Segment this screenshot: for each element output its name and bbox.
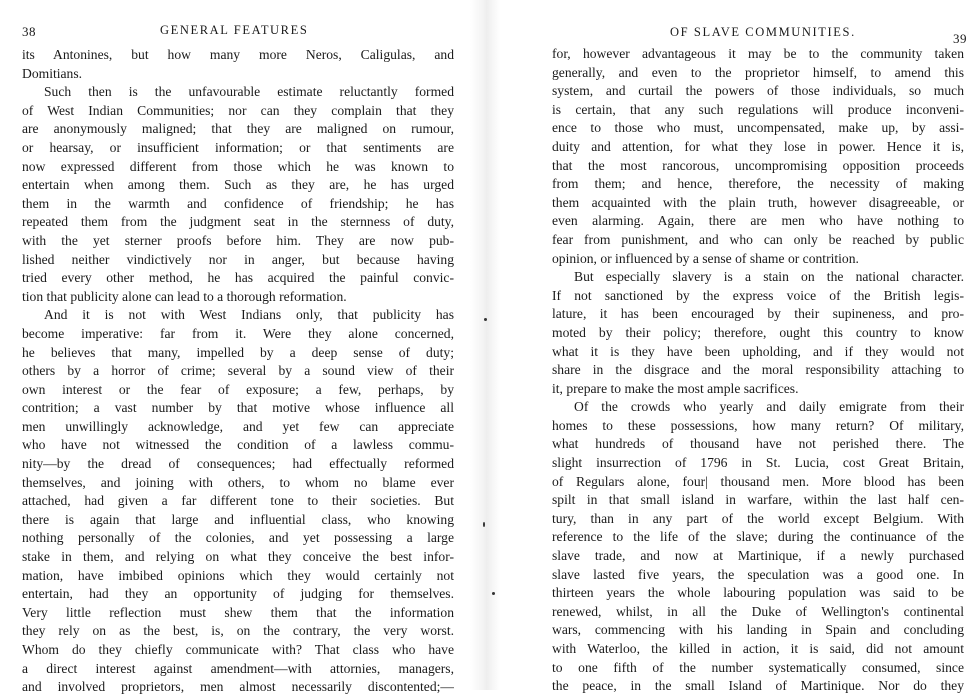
text-line: Whom do they chiefly communicate with? That class who have xyxy=(22,642,454,657)
text-line: mation, have imbibed opinions which they would certainly not xyxy=(22,567,454,583)
right-page xyxy=(500,0,980,694)
text-line: moted by their policy; therefore, ought this country to know xyxy=(552,324,964,340)
text-line: even alarming. Again, there are men who have nothing to xyxy=(552,213,964,229)
text-line: nity—by the dread of consequences; had effectually reformed xyxy=(22,456,454,472)
print-speck xyxy=(483,522,485,527)
text-line: who have not witnessed the condition of a lawless commu- xyxy=(22,437,454,453)
text-line: renewed, whilst, in all the Duke of Wellington's continental xyxy=(552,603,964,619)
text-line: of Regulars alone, four| thousand men. More blood has been xyxy=(552,473,964,489)
text-line: Very little reflection must shew them that the information xyxy=(22,604,454,620)
text-line: Domitians. xyxy=(22,65,83,81)
text-line: opinion, or influenced by a sense of shame or contrition. xyxy=(552,250,859,266)
text-line: But especially slavery is a stain on the national character. xyxy=(574,269,964,285)
text-line: is certain, that any such regulations will produce inconveni- xyxy=(552,101,964,117)
text-line: tried every other method, he has acquired the painful convic- xyxy=(22,270,454,286)
text-line: them in the warmth and confidence of friendship; he has xyxy=(22,195,454,211)
print-speck xyxy=(484,318,487,321)
text-line: and involved proprietors, men almost necessarily discontented;— xyxy=(22,679,454,695)
text-line: thirteen years the whole labouring population was said to be xyxy=(552,585,964,601)
left-page-header xyxy=(0,0,470,46)
text-line: ence to those who must, uncompensated, make up, by assi- xyxy=(552,120,964,136)
left-page-body xyxy=(22,46,454,697)
text-line: slave lasted five years, the speculation was a good one. In xyxy=(552,566,964,582)
text-line: from them; and hence, therefore, the necessity of making xyxy=(552,176,964,192)
text-line: of West Indian Communities; nor can they complain that they xyxy=(22,102,454,118)
text-line: stake in them, and relying on what they conceive the best infor- xyxy=(22,549,454,565)
text-line: for, however advantageous it may be to the community taken xyxy=(552,46,964,61)
text-line: slave trade, and now at Martinique, if a newly purchased xyxy=(552,548,964,564)
text-line: contrition; a vast number by that motive whose influence all xyxy=(22,400,454,416)
text-line: fear from punishment, and who can only be reached by public xyxy=(552,231,964,247)
text-line: repeated them from the judgment seat in the sternness of duty, xyxy=(22,214,454,230)
text-line: And it is not with West Indians only, that publicity has xyxy=(44,307,454,323)
text-line: are anonymously maligned; that they are maligned on rumour, xyxy=(22,121,454,137)
text-line: duity and attention, for what they lose in power. Hence it is, xyxy=(552,138,964,154)
left-page-number: 38 xyxy=(22,24,36,39)
text-line: own interest or the fear of exposure; a few, perhaps, by xyxy=(22,381,454,397)
text-line: men unwillingly acknowledge, and yet few can appreciate xyxy=(22,418,454,434)
text-line: generally, and even to the proprietor himself, to amend this xyxy=(552,64,964,80)
book-gutter xyxy=(470,0,500,690)
text-line: share in the disgrace and the moral responsibility attaching to xyxy=(552,362,964,378)
right-page-header xyxy=(500,0,980,46)
text-line: what it is they have been upholding, and if they would not xyxy=(552,343,964,359)
text-line: he believes that many, impelled by a deep sense of duty; xyxy=(22,344,454,360)
right-running-head: OF SLAVE COMMUNITIES. xyxy=(670,25,856,39)
text-line: wars, commencing with his landing in Spain and concluding xyxy=(552,622,964,638)
text-line: they rely on as the best, is, on the contrary, the very worst. xyxy=(22,623,454,639)
text-line: attached, had given a far different tone to their societies. But xyxy=(22,493,454,509)
text-line: If not sanctioned by the express voice of the British legis- xyxy=(552,287,964,303)
text-line: with the yet sterner proofs before him. They are now pub- xyxy=(22,232,454,248)
text-line: that the most rancorous, uncompromising opposition proceeds xyxy=(552,157,964,173)
text-line: Of the crowds who yearly and daily emigrate from their xyxy=(574,399,964,415)
text-line: now expressed different from those which he was known to xyxy=(22,158,454,174)
text-line: reference to the life of the slave; during the continuance of the xyxy=(552,529,964,545)
right-page-body xyxy=(552,45,964,696)
text-line: slight insurrection of 1796 in St. Lucia, cost Great Britain, xyxy=(552,455,964,471)
left-page xyxy=(0,0,470,695)
print-speck xyxy=(492,592,495,595)
text-line: become imperative: far from it. Were they alone concerned, xyxy=(22,325,454,341)
right-page-number: 39 xyxy=(953,31,967,46)
text-line: the peace, in the small Island of Martinique. Nor do they xyxy=(552,678,964,694)
text-line: themselves, and joining with others, to whom no blame ever xyxy=(22,474,454,490)
text-line: there is again that large and influential class, who knowing xyxy=(22,511,454,527)
text-line: entertain when among them. Such as they are, he has urged xyxy=(22,177,454,193)
text-line: Such then is the unfavourable estimate reluctantly formed xyxy=(44,84,454,100)
text-line: to one fifth of the number systematically consumed, since xyxy=(552,659,964,675)
text-line: what hundreds of thousand have not perished there. The xyxy=(552,436,964,452)
text-line: with Waterloo, the killed in action, it is said, did not amount xyxy=(552,641,964,656)
text-line: lished neither vindictively nor in anger, but because having xyxy=(22,251,454,267)
text-line: or hearsay, or insufficient information; or that sentiments are xyxy=(22,139,454,155)
text-line: its Antonines, but how many more Neros, Caligulas, and xyxy=(22,47,454,62)
text-line: lature, it has been encouraged by their supineness, and pro- xyxy=(552,306,964,322)
text-line: a direct interest against amendment—with attornies, managers, xyxy=(22,660,454,676)
text-line: others by a horror of crime; several by a sound view of their xyxy=(22,363,454,379)
text-line: tury, than in any part of the world except Belgium. With xyxy=(552,510,964,526)
text-line: it, prepare to make the most ample sacrifices. xyxy=(552,380,799,396)
text-line: tion that publicity alone can lead to a thorough reformation. xyxy=(22,288,347,304)
text-line: them acquainted with the plain truth, however disagreeable, or xyxy=(552,194,964,210)
text-line: entertain, had they an opportunity of judging for themselves. xyxy=(22,586,454,602)
text-line: spilt in that small island in warfare, within the last half cen- xyxy=(552,492,964,508)
text-line: homes to these possessions, how many return? Of military, xyxy=(552,417,964,433)
left-running-head: GENERAL FEATURES xyxy=(160,23,309,37)
text-line: system, and curtail the powers of those individuals, so much xyxy=(552,83,964,99)
text-line: nothing personally of the colonies, and yet possessing a large xyxy=(22,530,454,546)
